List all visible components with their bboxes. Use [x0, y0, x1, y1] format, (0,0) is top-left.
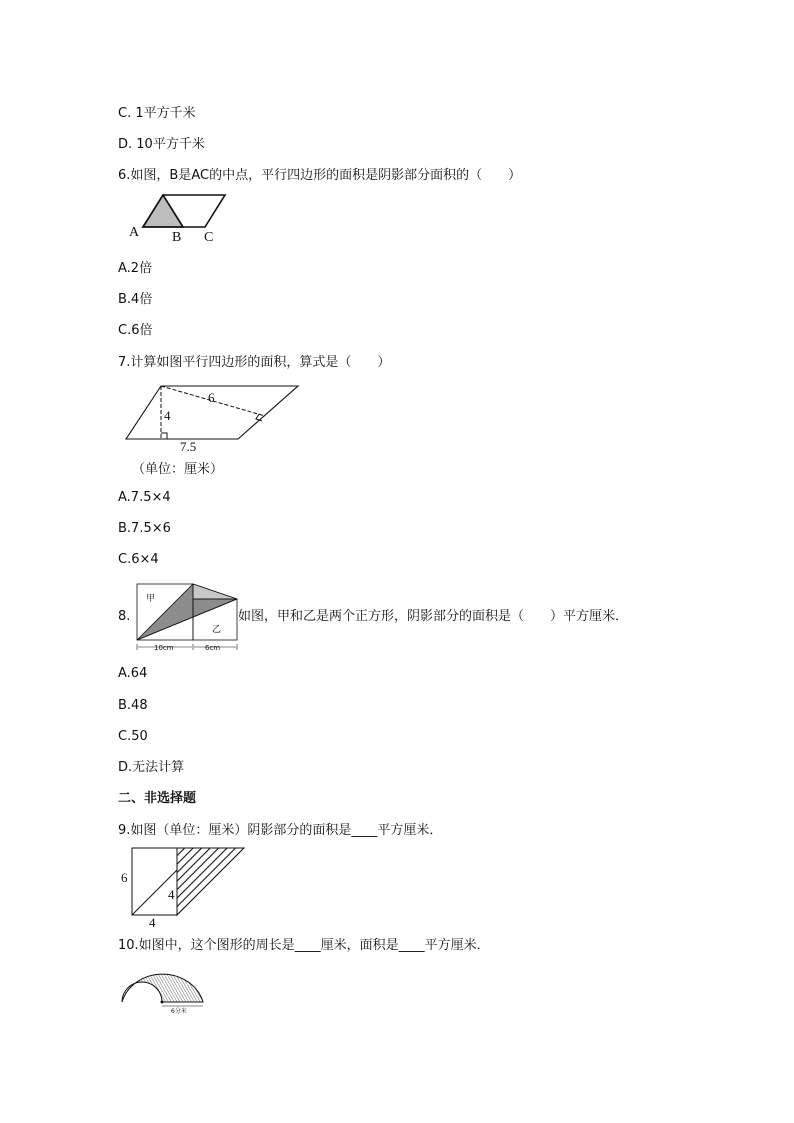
q10-stem: 10.如图中，这个图形的周长是____厘米，面积是____平方厘米．	[118, 938, 490, 953]
q6-shaded-triangle	[143, 195, 183, 227]
q8-number: 8.	[118, 609, 131, 624]
q8-dim-right: 6cm	[205, 644, 221, 652]
q8-shaded-triangle-light	[193, 584, 237, 599]
q6-option-c: C.6倍	[118, 323, 153, 338]
q8-figure	[136, 583, 240, 653]
q8-label-yi: 乙	[212, 625, 222, 635]
section-title: 二、非选择题	[118, 791, 197, 806]
q9-figure	[118, 846, 248, 928]
q7-base-label: 7.5	[180, 439, 197, 454]
q8-dim-left: 10cm	[154, 644, 174, 652]
q7-right-angle-bottom	[161, 433, 167, 439]
q8-option-d: D.无法计算	[118, 760, 185, 775]
q7-option-a: A.7.5×4	[118, 490, 171, 505]
q9-bottom-label: 4	[149, 915, 156, 930]
q8-label-jia: 甲	[146, 594, 156, 604]
q5-option-c: C. 1平方千米	[118, 106, 196, 121]
q7-option-c: C.6×4	[118, 552, 159, 567]
q9-inner-label: 4	[168, 887, 175, 902]
q6-stem: 6.如图，B是AC的中点，平行四边形的面积是阴影部分面积的（ ）	[118, 168, 522, 183]
q7-figure	[122, 380, 302, 454]
q9-rectangle	[132, 848, 177, 915]
q6-figure	[125, 190, 235, 245]
q7-unit-caption: （单位：厘米）	[132, 462, 224, 477]
q7-slant-label: 6	[208, 390, 215, 405]
q8-shaded-triangle	[137, 584, 237, 640]
q6-label-a: A	[129, 225, 140, 240]
q7-option-b: B.7.5×6	[118, 521, 171, 536]
q6-option-a: A.2倍	[118, 261, 153, 276]
q6-option-b: B.4倍	[118, 292, 153, 307]
q7-height-label: 4	[164, 408, 171, 423]
q10-shaded-ring	[122, 974, 203, 1002]
q10-center-dot	[161, 1001, 164, 1004]
q7-stem: 7.计算如图平行四边形的面积，算式是（ ）	[118, 355, 391, 370]
q8-option-b: B.48	[118, 698, 148, 713]
q9-stem: 9.如图（单位：厘米）阴影部分的面积是____平方厘米．	[118, 823, 443, 838]
q10-figure	[118, 960, 208, 1018]
q9-left-label: 6	[121, 870, 128, 885]
q8-option-c: C.50	[118, 729, 148, 744]
q6-label-c: C	[204, 230, 214, 245]
q10-dim-label: 6分米	[171, 1008, 187, 1015]
q5-option-d: D. 10平方千米	[118, 137, 205, 152]
q8-stem: 如图，甲和乙是两个正方形，阴影部分的面积是（ ）平方厘米．	[238, 609, 629, 624]
q6-label-b: B	[172, 230, 182, 245]
q8-option-a: A.64	[118, 666, 148, 681]
q9-hatched-region	[177, 848, 244, 915]
